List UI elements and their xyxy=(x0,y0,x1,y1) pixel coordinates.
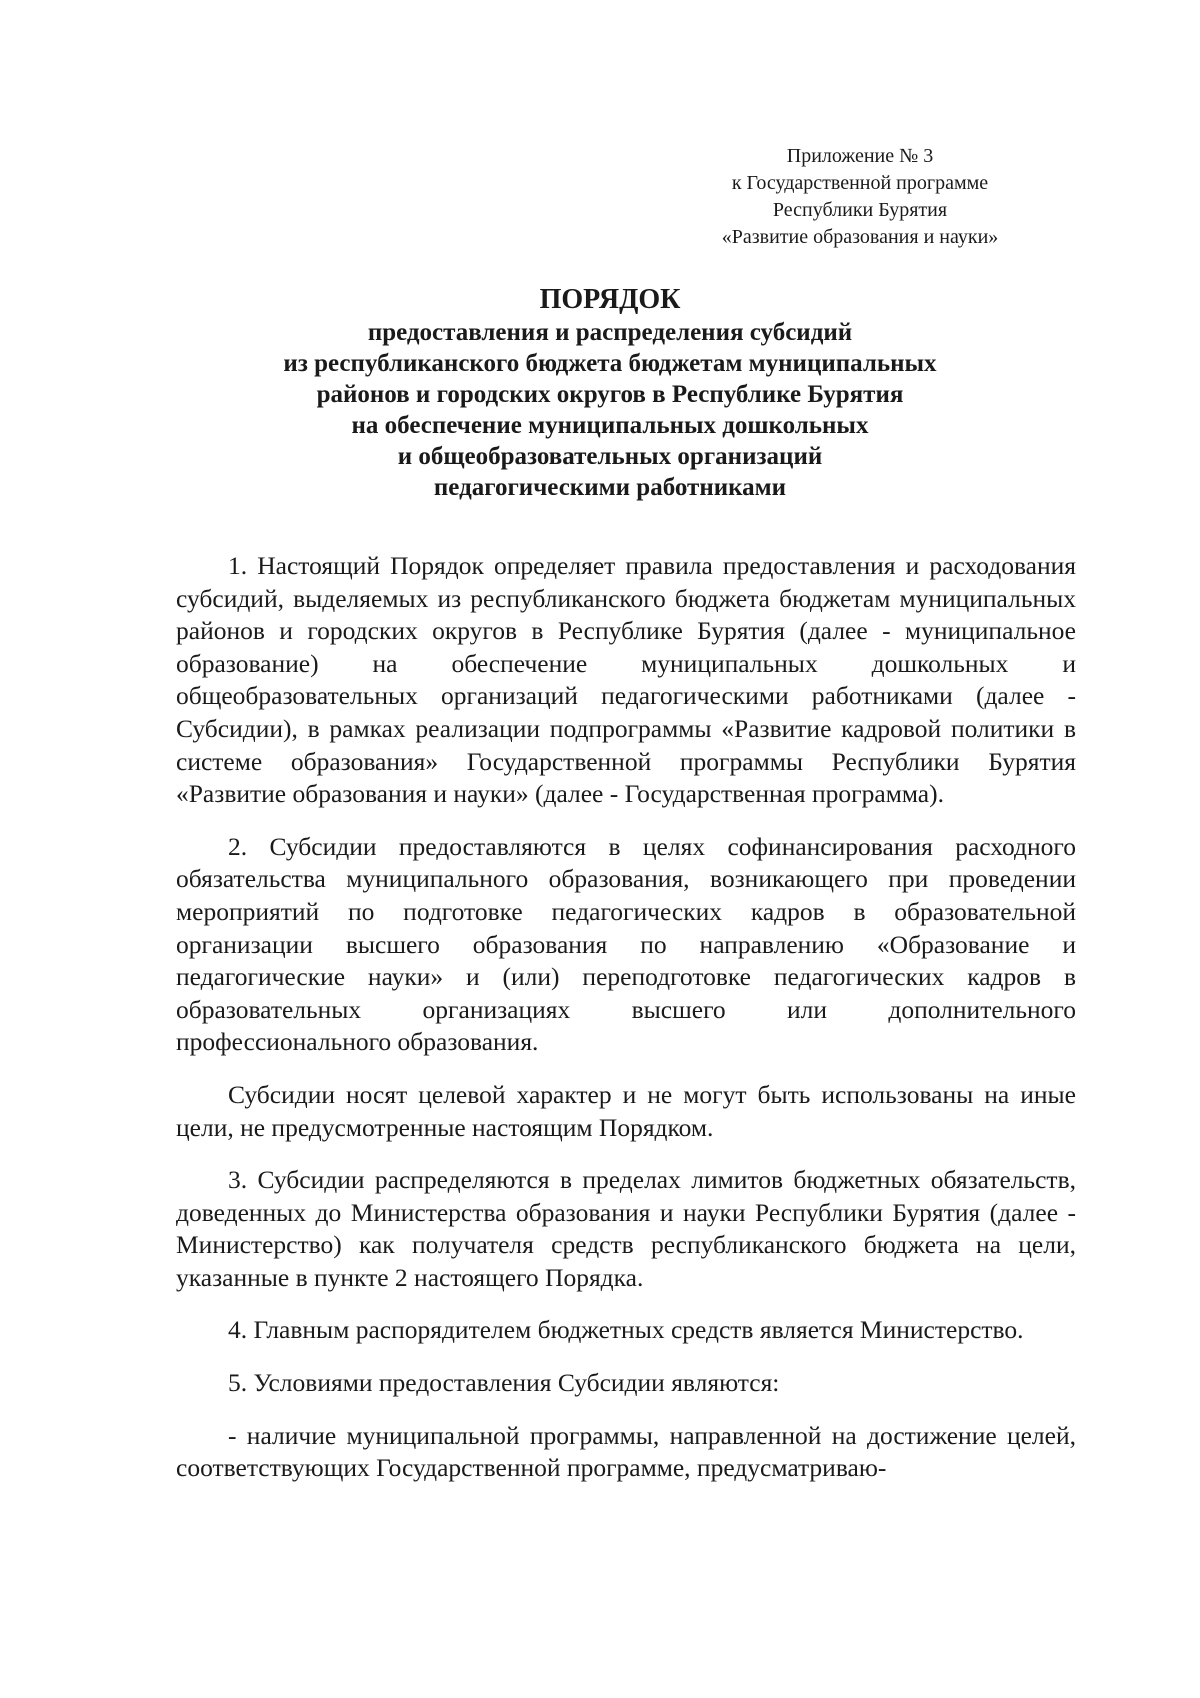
paragraph-3: 3. Субсидии распределяются в пределах лимитов бюджетных обязательств, доведенных до Министерства образования и науки Республики Бурятия (далее - Министерство) как получателя средств республиканского бюджета на цели, указанные в пункте 2 настоящего Порядка. xyxy=(176,1165,1076,1292)
appendix-header xyxy=(650,143,1070,251)
appendix-line-3: Республики Бурятия xyxy=(772,199,948,221)
paragraph-5-item-1: - наличие муниципальной программы, направленной на достижение целей, соответствующих Государственной программе, предусматриваю- xyxy=(176,1420,1076,1483)
title-line-1: предоставления и распределения субсидий xyxy=(367,319,853,346)
paragraph-2: 2. Субсидии предоставляются в целях софинансирования расходного обязательства муниципального образования, возникающего при проведении мероприятий по подготовке педагогических кадров в образовательной организации высшего образования по направлению «Образование и педагогические науки» и (или) переподготовке педагогических кадров в образовательных организациях высшего или дополнительного профессионального образования. xyxy=(176,831,1076,1057)
paragraph-5: 5. Условиями предоставления Субсидии являются: xyxy=(228,1368,780,1398)
appendix-line-1: Приложение № 3 xyxy=(786,145,934,167)
paragraph-1: 1. Настоящий Порядок определяет правила предоставления и расходования субсидий, выделяемых из республиканского бюджета бюджетам муниципальных районов и городских округов в Республике Бурятия (далее - муниципальное образование) на обеспечение муниципальных дошкольных и общеобразовательных организаций педагогическими работниками (далее - Субсидии), в рамках реализации подпрограммы «Развитие кадровой политики в системе образования» Государственной программы Республики Бурятия «Развитие образования и науки» (далее - Государственная программа). xyxy=(176,551,1076,809)
appendix-line-4: «Развитие образования и науки» xyxy=(721,226,999,248)
paragraph-4: 4. Главным распорядителем бюджетных средств является Министерство. xyxy=(228,1315,1024,1345)
title-line-6: педагогическими работниками xyxy=(433,474,787,501)
document-title xyxy=(140,284,1080,503)
document-body xyxy=(176,550,1076,1505)
appendix-line-2: к Государственной программе xyxy=(731,172,989,194)
title-line-3: районов и городских округов в Республике Бурятия xyxy=(316,381,904,408)
title-line-4: на обеспечение муниципальных дошкольных xyxy=(351,412,869,439)
title-line-5: и общеобразовательных организаций xyxy=(397,443,823,470)
title-main: ПОРЯДОК xyxy=(539,284,681,315)
paragraph-2-note: Субсидии носят целевой характер и не могут быть использованы на иные цели, не предусмотренные настоящим Порядком. xyxy=(176,1079,1076,1142)
title-line-2: из республиканского бюджета бюджетам муниципальных xyxy=(283,350,937,377)
